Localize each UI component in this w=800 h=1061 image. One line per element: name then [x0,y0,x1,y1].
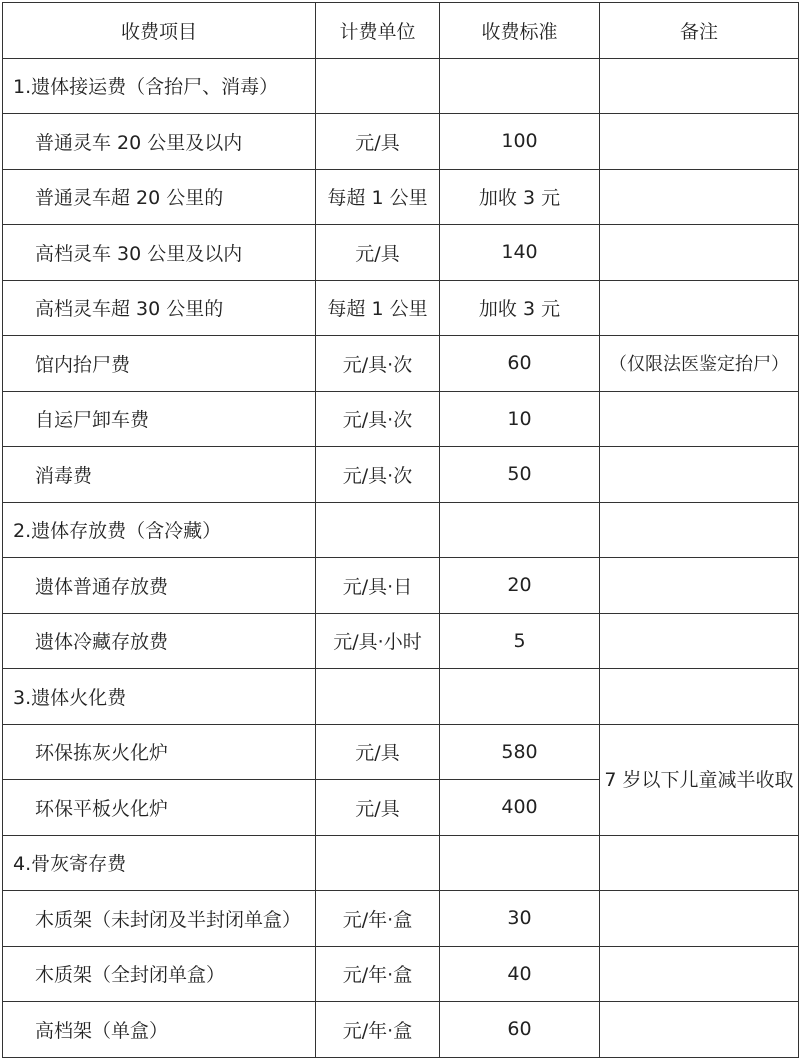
item-cell: 消毒费 [3,447,316,503]
unit-cell: 元/具·小时 [316,613,440,669]
table-row [3,891,799,947]
note-cell [600,447,799,503]
fee-table [2,2,799,1058]
note-cell [600,502,799,558]
price-cell: 10 [440,391,600,447]
unit-cell: 元/年·盒 [316,1002,440,1058]
price-cell: 60 [440,1002,600,1058]
item-cell: 普通灵车超 20 公里的 [3,169,316,225]
item-cell: 馆内抬尸费 [3,336,316,392]
unit-cell: 元/年·盒 [316,891,440,947]
note-cell [600,280,799,336]
table-row [3,613,799,669]
note-cell [600,225,799,281]
table-row [3,169,799,225]
section-row [3,669,799,725]
header-note: 备注 [600,3,799,59]
price-cell: 30 [440,891,600,947]
price-cell: 加收 3 元 [440,169,600,225]
table-row [3,447,799,503]
header-unit: 计费单位 [316,3,440,59]
header-price: 收费标准 [440,3,600,59]
note-cell [600,558,799,614]
price-cell [440,58,600,114]
item-cell: 3.遗体火化费 [3,669,316,725]
table-row [3,946,799,1002]
item-cell: 木质架（全封闭单盒） [3,946,316,1002]
note-cell: （仅限法医鉴定抬尸） [600,336,799,392]
unit-cell: 元/具 [316,114,440,170]
price-cell: 400 [440,780,600,836]
item-cell: 遗体普通存放费 [3,558,316,614]
item-cell: 4.骨灰寄存费 [3,835,316,891]
price-cell [440,669,600,725]
note-cell [600,1002,799,1058]
unit-cell: 元/具 [316,780,440,836]
section-row [3,835,799,891]
price-cell [440,502,600,558]
note-cell [600,946,799,1002]
unit-cell [316,502,440,558]
table-row [3,1002,799,1058]
price-cell: 50 [440,447,600,503]
unit-cell: 元/具·次 [316,336,440,392]
table-row [3,336,799,392]
item-cell: 2.遗体存放费（含冷藏） [3,502,316,558]
item-cell: 木质架（未封闭及半封闭单盒） [3,891,316,947]
unit-cell: 元/具·日 [316,558,440,614]
table-row [3,724,799,780]
price-cell: 加收 3 元 [440,280,600,336]
unit-cell: 元/具 [316,724,440,780]
unit-cell: 每超 1 公里 [316,169,440,225]
note-cell-merged: 7 岁以下儿童减半收取 [600,724,799,835]
note-cell [600,613,799,669]
item-cell: 高档灵车 30 公里及以内 [3,225,316,281]
note-cell [600,169,799,225]
header-row [3,3,799,59]
price-cell: 20 [440,558,600,614]
price-cell: 5 [440,613,600,669]
section-row [3,502,799,558]
price-cell [440,835,600,891]
item-cell: 高档架（单盒） [3,1002,316,1058]
unit-cell [316,669,440,725]
unit-cell: 元/具·次 [316,391,440,447]
table-row [3,391,799,447]
unit-cell: 元/具·次 [316,447,440,503]
price-cell: 140 [440,225,600,281]
note-cell [600,669,799,725]
table-row [3,558,799,614]
item-cell: 遗体冷藏存放费 [3,613,316,669]
item-cell: 高档灵车超 30 公里的 [3,280,316,336]
price-cell: 60 [440,336,600,392]
item-cell: 1.遗体接运费（含抬尸、消毒） [3,58,316,114]
unit-cell: 每超 1 公里 [316,280,440,336]
item-cell: 环保平板火化炉 [3,780,316,836]
table-row [3,225,799,281]
unit-cell: 元/具 [316,225,440,281]
note-cell [600,835,799,891]
unit-cell [316,835,440,891]
unit-cell [316,58,440,114]
note-cell [600,58,799,114]
unit-cell: 元/年·盒 [316,946,440,1002]
header-item: 收费项目 [3,3,316,59]
price-cell: 580 [440,724,600,780]
note-cell [600,391,799,447]
item-cell: 自运尸卸车费 [3,391,316,447]
price-cell: 100 [440,114,600,170]
section-row [3,58,799,114]
table-row [3,280,799,336]
item-cell: 普通灵车 20 公里及以内 [3,114,316,170]
item-cell: 环保拣灰火化炉 [3,724,316,780]
price-cell: 40 [440,946,600,1002]
table-row [3,114,799,170]
note-cell [600,114,799,170]
note-cell [600,891,799,947]
